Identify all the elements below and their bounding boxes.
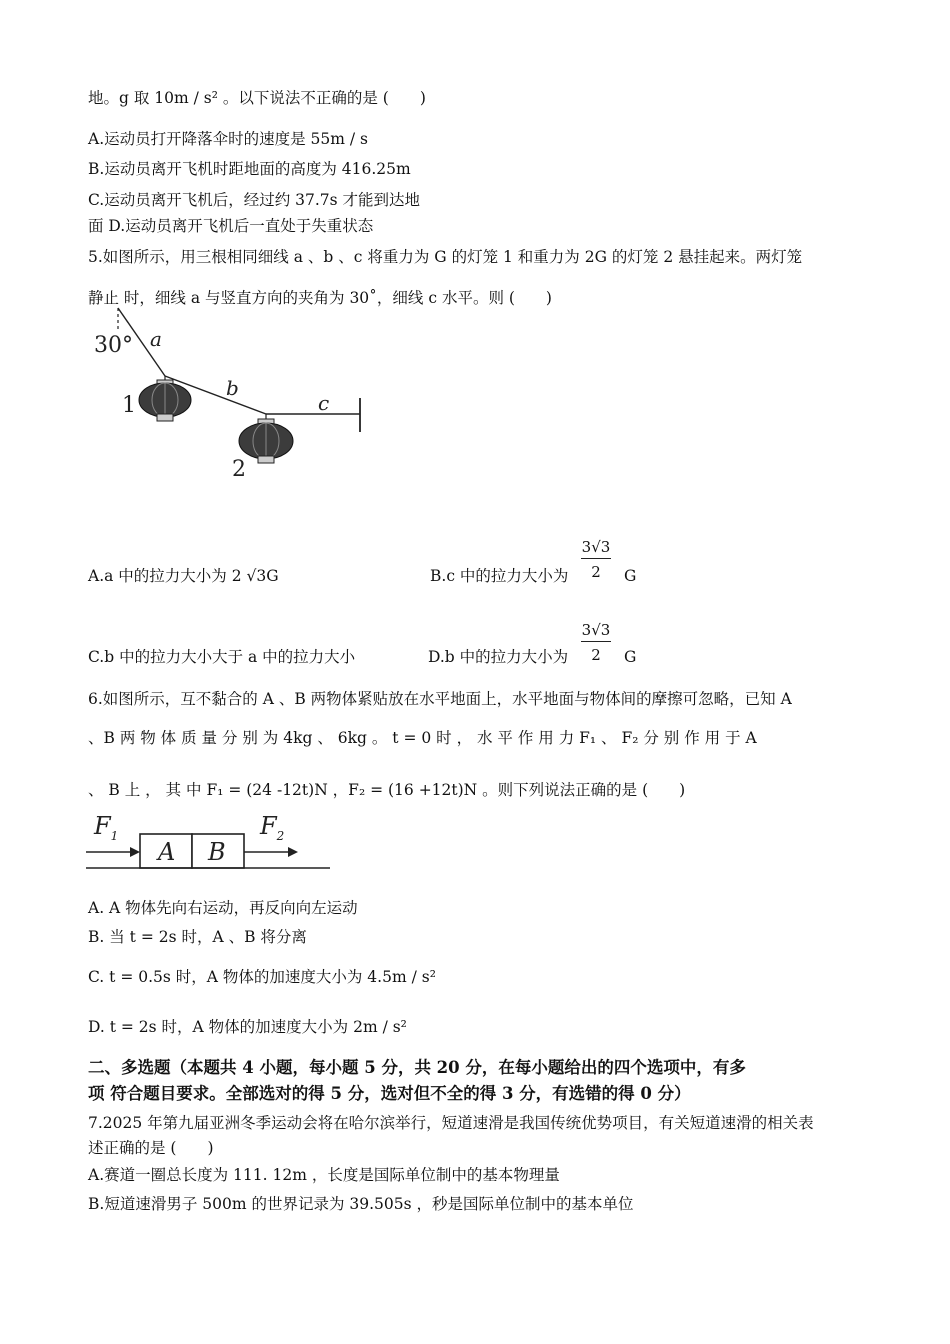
q5-option-d-suffix: G: [624, 648, 637, 666]
q6-option-c: C. t = 0.5s 时，A 物体的加速度大小为 4.5m / s²: [88, 968, 436, 986]
q5-option-d-numerator: 3√3: [581, 621, 611, 639]
q4-stem-tail: 地。g 取 10m / s² 。以下说法不正确的是 ( ): [88, 89, 426, 107]
lantern-2: [239, 414, 293, 463]
q5-option-d-prefix: D.b 中的拉力大小为: [428, 648, 569, 666]
block-b-label: B: [208, 838, 226, 866]
q5-option-b-denominator: 2: [591, 563, 601, 581]
lantern-2-label: 2: [232, 457, 246, 482]
q6-stem-line3: 、 B 上 ， 其 中 F₁ = (24 -12t)N ，F₂ = (16 +12t)N 。则下列说法正确的是 ( ): [88, 781, 686, 799]
q5-option-d-fraction-bar: [581, 641, 611, 642]
string-b-label: b: [226, 376, 239, 400]
q5-stem-line1: 5.如图所示，用三根相同细线 a 、b 、c 将重力为 G 的灯笼 1 和重力为 2G 的灯笼 2 悬挂起来。两灯笼: [88, 248, 803, 266]
force-f1-label: $F_1$: [94, 812, 119, 843]
q6-option-a: A. A 物体先向右运动，再反向向左运动: [88, 899, 358, 917]
q5-stem-line2: 静止 时，细线 a 与竖直方向的夹角为 30˚，细线 c 水平。则 ( ): [88, 289, 552, 307]
q6-option-b: B. 当 t = 2s 时，A 、B 将分离: [88, 928, 307, 946]
q5-option-d-denominator: 2: [591, 646, 601, 664]
q6-stem-line2: 、B 两 物 体 质 量 分 别 为 4kg 、 6kg 。 t = 0 时 ， 水 平 作 用 力 F₁ 、 F₂ 分 别 作 用 于 A: [88, 729, 757, 747]
lantern-figure: [88, 302, 378, 482]
lantern-1-label: 1: [122, 393, 136, 418]
block-a-label: A: [158, 838, 176, 866]
q5-option-b-prefix: B.c 中的拉力大小为: [430, 567, 569, 585]
string-a-label: a: [150, 327, 162, 351]
q4-option-c-d: 面 D.运动员离开飞机后一直处于失重状态: [88, 217, 374, 235]
q5-option-a: A.a 中的拉力大小为 2 √3G: [88, 567, 279, 585]
q4-option-b: B.运动员离开飞机时距地面的高度为 416.25m: [88, 160, 411, 178]
q4-option-c: C.运动员离开飞机后，经过约 37.7s 才能到达地: [88, 191, 421, 209]
q5-option-b-fraction-bar: [581, 558, 611, 559]
q7-option-b: B.短道速滑男子 500m 的世界记录为 39.505s ，秒是国际单位制中的基本单位: [88, 1195, 634, 1213]
section2-heading-line2: 项 符合题目要求。全部选对的得 5 分，选对但不全的得 3 分，有选错的得 0 分）: [88, 1084, 691, 1103]
q7-option-a: A.赛道一圈总长度为 111. 12m ，长度是国际单位制中的基本物理量: [88, 1166, 560, 1184]
angle-label: 30°: [94, 333, 133, 358]
string-c-label: c: [318, 391, 330, 415]
q7-stem-line2: 述正确的是 ( ): [88, 1139, 214, 1157]
force-f2-label: $F_2$: [260, 812, 285, 843]
q7-stem-line1: 7.2025 年第九届亚洲冬季运动会将在哈尔滨举行，短道速滑是我国传统优势项目，有关短道速滑的相关表: [88, 1114, 814, 1132]
q6-stem-line1: 6.如图所示，互不黏合的 A 、B 两物体紧贴放在水平地面上，水平地面与物体间的摩擦可忽略，已知 A: [88, 690, 792, 708]
q5-option-b-suffix: G: [624, 567, 637, 585]
q6-option-d: D. t = 2s 时，A 物体的加速度大小为 2m / s²: [88, 1018, 407, 1036]
blocks-figure: [84, 810, 334, 874]
q5-option-b-numerator: 3√3: [581, 538, 611, 556]
q4-option-a: A.运动员打开降落伞时的速度是 55m / s: [88, 130, 368, 148]
section2-heading-line1: 二、多选题（本题共 4 小题，每小题 5 分，共 20 分，在每小题给出的四个选项中，有多: [88, 1058, 746, 1077]
q5-option-c: C.b 中的拉力大小大于 a 中的拉力大小: [88, 648, 356, 666]
